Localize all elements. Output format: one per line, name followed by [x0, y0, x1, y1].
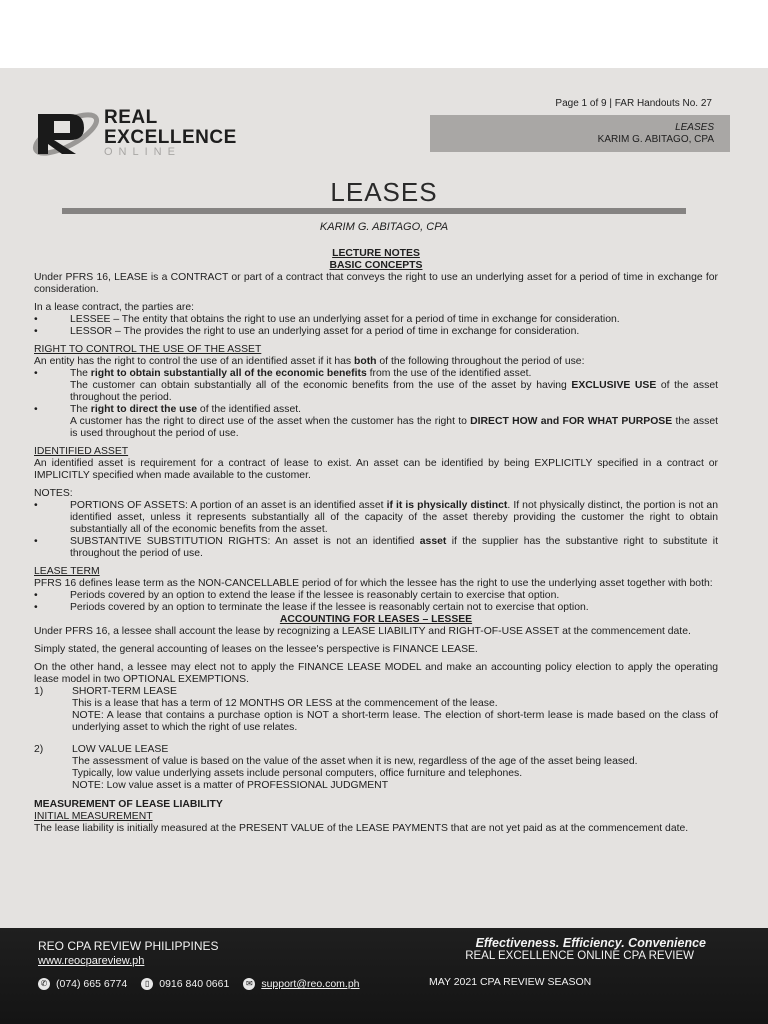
intro-paragraph: Under PFRS 16, LEASE is a CONTRACT or part of a contract that conveys the right to use an underlying asset for a period of time in exchange for consideration.: [34, 272, 718, 295]
accounting-paragraph-2: Simply stated, the general accounting of leases on the lessee's perspective is FINANCE LEASE.: [34, 644, 478, 655]
exemption-low-value: 2) LOW VALUE LEASE The assessment of value is based on the value of the asset when it is new, regardless of the age of the asset being leased. Typically, low value underlying assets include personal computers, office furniture and telephones. NOTE: Low value asset is a matter of PROFESSIONAL JUDGMENT: [34, 744, 718, 792]
lessee-item: • LESSEE – The entity that obtains the right to use an underlying asset for a period of time in exchange for consideration.: [34, 314, 718, 326]
footer-email-link[interactable]: support@reo.com.ph: [261, 978, 360, 990]
note-substitution-rights: • SUBSTANTIVE SUBSTITUTION RIGHTS: An asset is not an identified asset if the supplier has the substantive right to substitute it throughout the period of use.: [34, 536, 718, 560]
accounting-paragraph-3: On the other hand, a lessee may elect not to apply the FINANCE LEASE MODEL and make an accounting policy election to apply the operating lease model in two OPTIONAL EXEMPTIONS.: [34, 662, 718, 685]
document-author: KARIM G. ABITAGO, CPA: [319, 221, 449, 233]
lease-term-extend-item: • Periods covered by an option to extend the lease if the lessee is reasonably certain to exercise that option.: [34, 590, 718, 602]
logo-subtitle: ONLINE: [104, 146, 181, 158]
identified-asset-text: An identified asset is requirement for a contract of lease to exist. An asset can be identified by being EXPLICITLY specified in a contract or IMPLICITLY specified when made available to the customer.: [34, 458, 718, 481]
page-info: Page 1 of 9 | FAR Handouts No. 27: [555, 98, 712, 109]
right-to-control-intro: An entity has the right to control the use of an identified asset if it has both of the following throughout the period of use:: [34, 356, 585, 367]
mobile-icon: ▯: [141, 978, 153, 990]
brand-logo: [28, 104, 298, 164]
lease-term-terminate-item: • Periods covered by an option to terminate the lease if the lessee is reasonably certain not to exercise that option.: [34, 602, 718, 614]
document-title: LEASES: [330, 177, 438, 207]
footer-tagline: Effectiveness. Efficiency. Convenience: [475, 936, 706, 950]
ribbon-author: KARIM G. ABITAGO, CPA: [597, 134, 714, 145]
footer: [0, 928, 768, 1024]
document-body: [34, 248, 718, 835]
parties-intro: In a lease contract, the parties are:: [34, 302, 194, 313]
footer-contacts: [38, 978, 360, 990]
exemption-low-value-title: LOW VALUE LEASE: [72, 744, 169, 755]
basic-concepts-heading: BASIC CONCEPTS: [329, 260, 423, 271]
footer-real-online: REAL EXCELLENCE ONLINE CPA REVIEW: [465, 950, 694, 962]
right-to-control-heading: RIGHT TO CONTROL THE USE OF THE ASSET: [34, 344, 262, 355]
lease-term-heading: LEASE TERM: [34, 566, 100, 577]
measurement-heading: MEASUREMENT OF LEASE LIABILITY: [34, 799, 223, 810]
footer-org: REO CPA REVIEW PHILIPPINES: [38, 939, 219, 953]
logo-emblem-icon: [28, 104, 102, 164]
notes-label: NOTES:: [34, 488, 73, 499]
initial-measurement-text: The lease liability is initially measured at the PRESENT VALUE of the LEASE PAYMENTS that are not yet paid as at the commencement date.: [34, 823, 689, 834]
footer-website-link[interactable]: www.reocpareview.ph: [38, 955, 145, 967]
exemption-short-term: 1) SHORT-TERM LEASE This is a lease that has a term of 12 MONTHS OR LESS at the commencement of the lease. NOTE: A lease that contains a purchase option is NOT a short-term lease. The election of short-term lease is made based on the class of underlying asset to which the right of use relates.: [34, 686, 718, 733]
lease-term-text: PFRS 16 defines lease term as the NON-CANCELLABLE period of for which the lessee has the right to use the underlying asset together with both:: [34, 578, 713, 589]
identified-asset-heading: IDENTIFIED ASSET: [34, 446, 129, 457]
right-to-direct-item: • The right to direct the use of the identified asset. A customer has the right to direct use of the asset when the customer has the right to DIRECT HOW and FOR WHAT PURPOSE the asset is used throughout the period of use.: [34, 404, 718, 440]
right-to-benefits-item: • The right to obtain substantially all of the economic benefits from the use of the identified asset. The customer can obtain substantially all of the economic benefits from the use of the asset by having EXCLUSIVE USE of the asset throughout the period.: [34, 368, 718, 404]
title-divider: [62, 208, 686, 214]
footer-mobile: 0916 840 0661: [159, 978, 230, 990]
accounting-paragraph-1: Under PFRS 16, a lessee shall account the lease by recognizing a LEASE LIABILITY and RIGHT-OF-USE ASSET at the commencement date.: [34, 626, 691, 637]
accounting-lessee-heading: ACCOUNTING FOR LEASES – LESSEE: [279, 614, 473, 625]
initial-measurement-heading: INITIAL MEASUREMENT: [34, 811, 153, 822]
footer-phone: (074) 665 6774: [56, 978, 128, 990]
exemption-short-term-title: SHORT-TERM LEASE: [72, 686, 177, 697]
note-portions-of-assets: • PORTIONS OF ASSETS: A portion of an asset is an identified asset if it is physically distinct. If not physically distinct, the portion is not an identified asset, unless it represents substantially all of the capacity of the asset thereby providing the customer the right to obtain substantially all of the economic benefits from the asset.: [34, 500, 718, 536]
lecture-notes-heading: LECTURE NOTES: [332, 248, 420, 259]
header-ribbon: [430, 115, 730, 152]
logo-name: REAL EXCELLENCE: [104, 107, 237, 148]
ribbon-title: LEASES: [675, 122, 714, 133]
email-icon: ✉: [243, 978, 255, 990]
phone-icon: ✆: [38, 978, 50, 990]
lessor-item: • LESSOR – The provides the right to use an underlying asset for a period of time in exchange for consideration.: [34, 326, 718, 338]
footer-season: MAY 2021 CPA REVIEW SEASON: [429, 976, 592, 988]
